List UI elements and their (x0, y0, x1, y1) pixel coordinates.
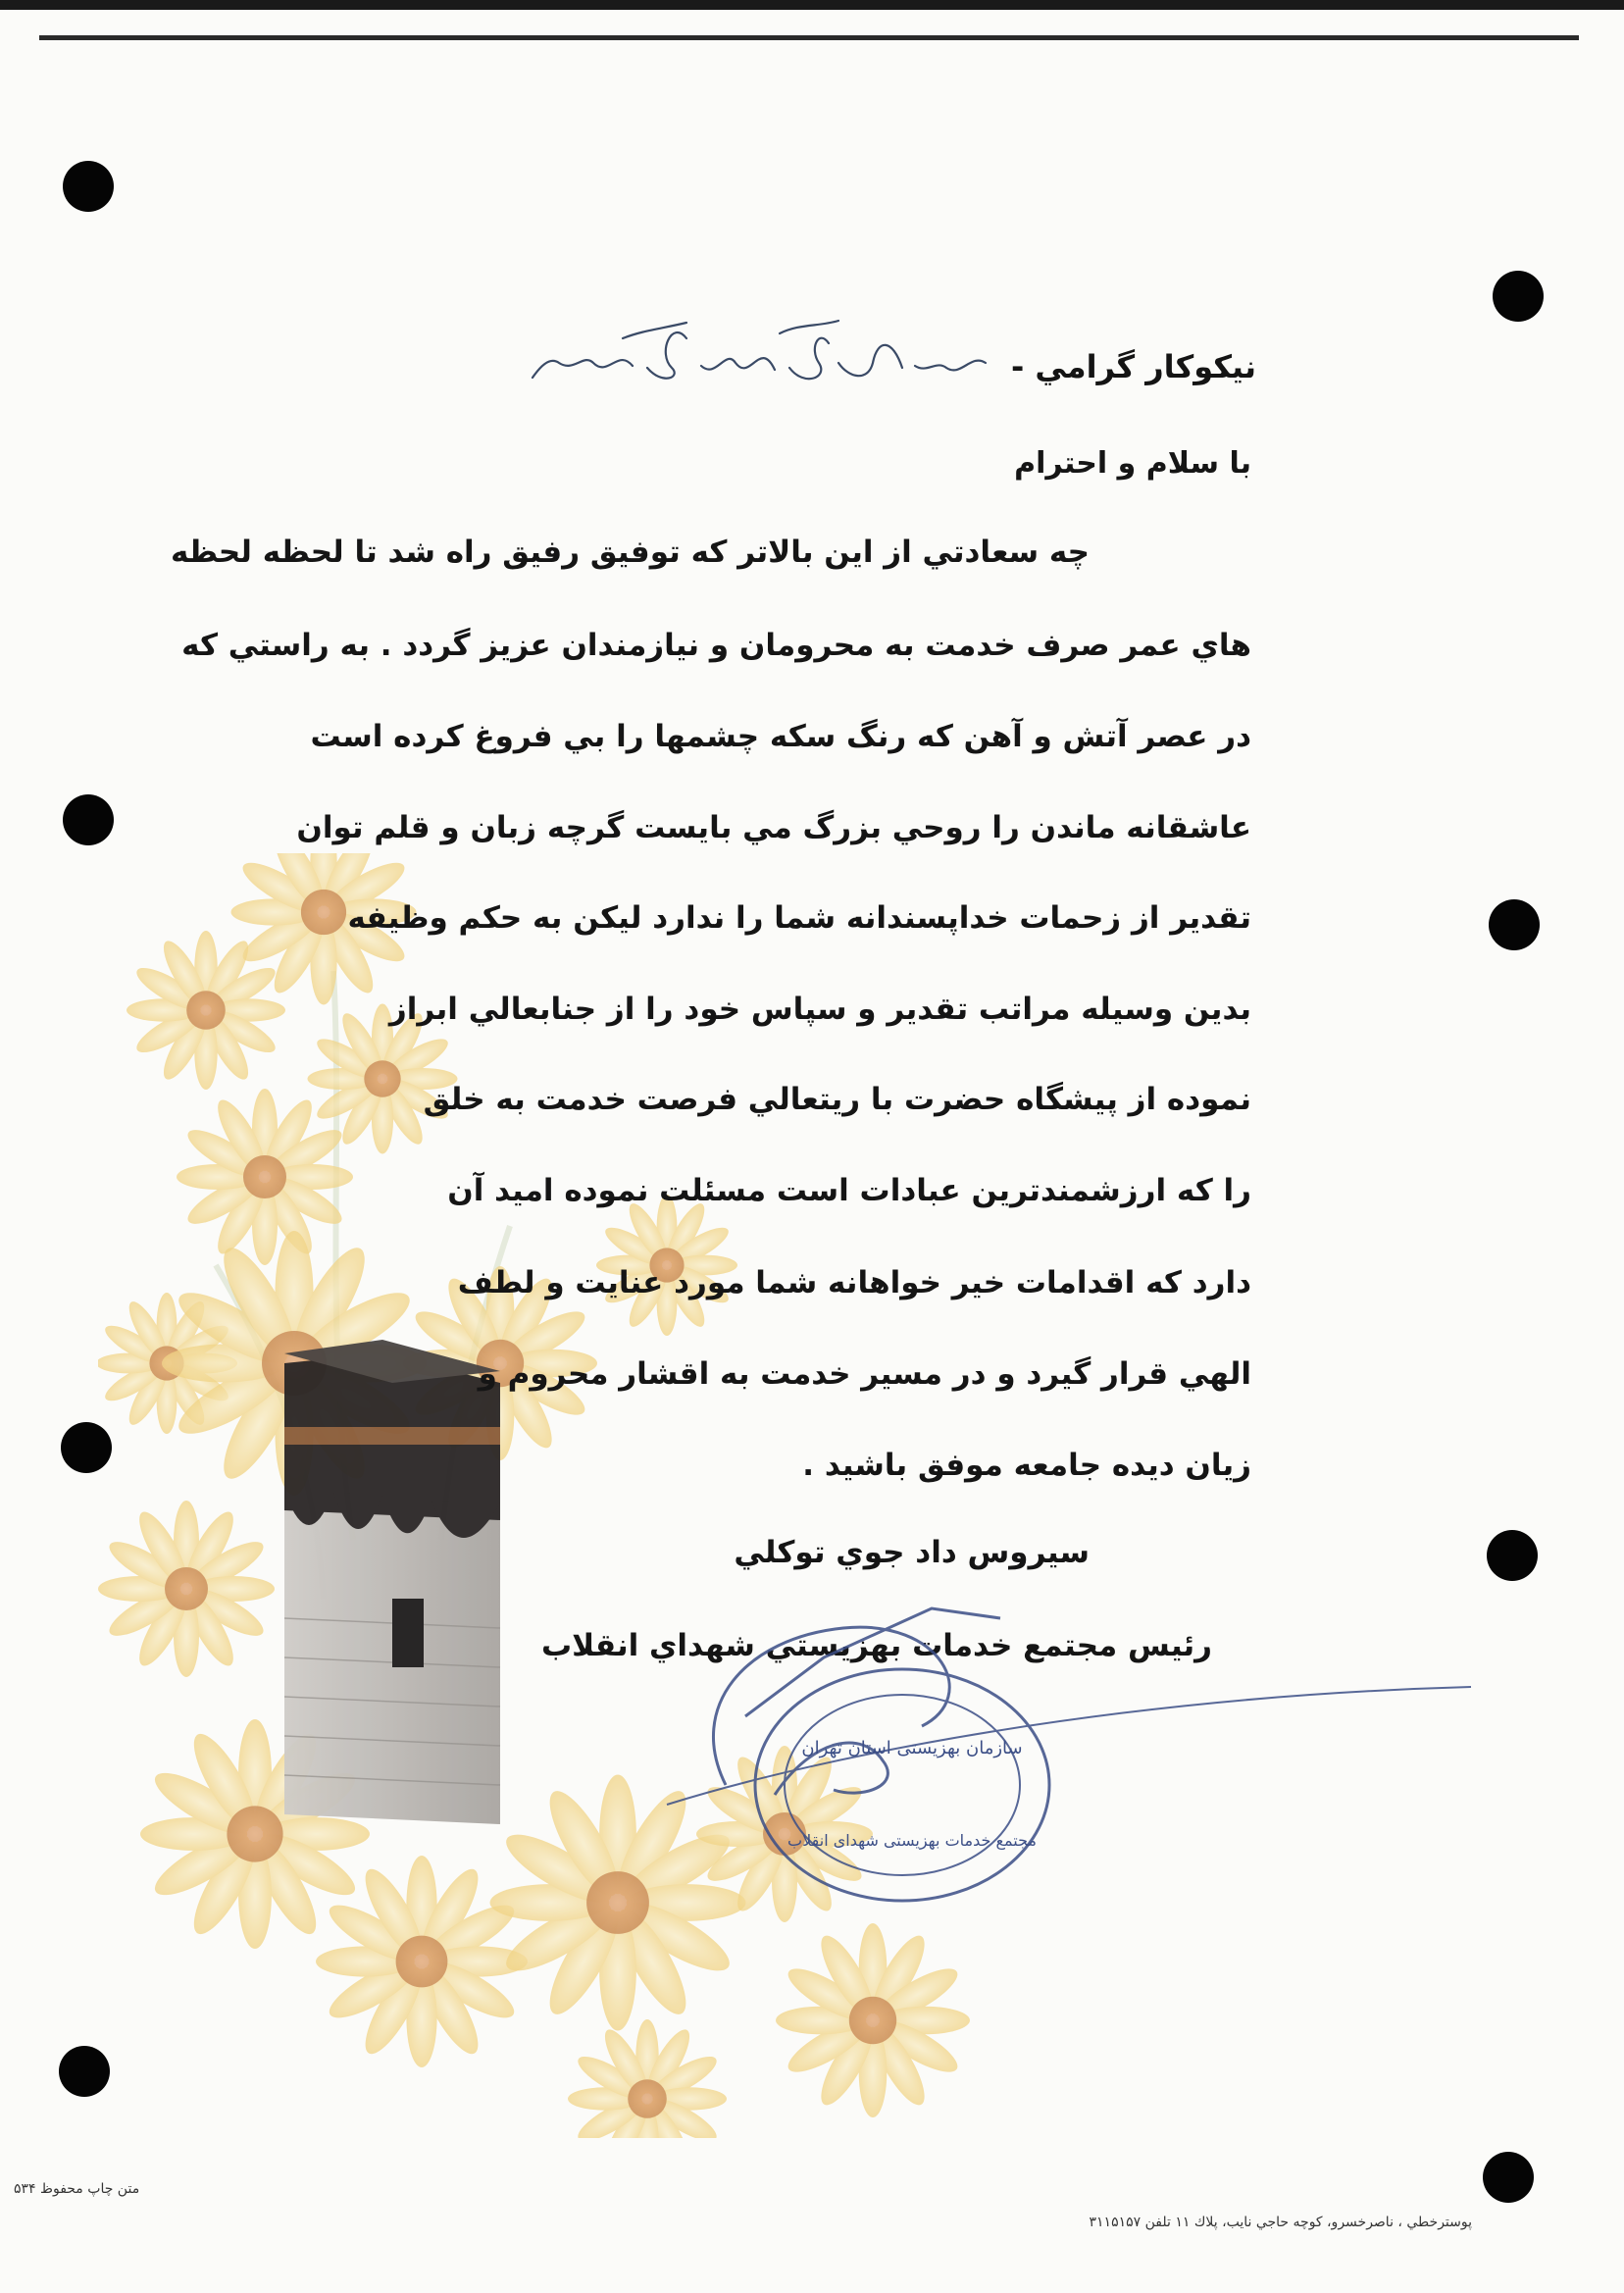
body-line-1: چه سعادتي از اين بالاتر كه توفيق رفيق راه شد تا لحظه لحظه (170, 535, 1090, 570)
body-line-8: را كه ارزشمندترين عبادات است مسئلت نموده اميد آن (447, 1173, 1251, 1208)
stamp-outer-text: مجتمع خدمات بهزیستی شهدای انقلاب (787, 1831, 1037, 1850)
top-rule (39, 35, 1579, 40)
greeting-line (1011, 348, 1256, 385)
scan-top-edge (0, 0, 1624, 10)
handwritten-recipient (525, 309, 995, 407)
footer-address: پوسترخطي ، ناصرخسرو، كوچه حاجي نايب، پلاك ۱۱ تلفن ۳۱۱۵۱۵۷ (1089, 2215, 1472, 2230)
stamp-inner-text: سازمان بهزیستی استان تهران (801, 1738, 1023, 1758)
footer-left-note: متن چاپ محفوظ ۵۳۴ (14, 2181, 140, 2197)
kaaba-flowers-illustration (98, 853, 1079, 2138)
greeting: نيكوكار گرامي - (1010, 348, 1256, 385)
punch-hole (63, 161, 114, 212)
punch-hole (1489, 899, 1540, 950)
signer-title: رئيس مجتمع خدمات بهزيستي شهداي انقلاب (540, 1628, 1212, 1663)
punch-hole (63, 794, 114, 845)
body-line-9: دارد كه اقدامات خير خواهانه شما مورد عنايت و لطف (457, 1265, 1251, 1300)
signer-name: سيروس داد جوي توكلي (734, 1535, 1090, 1570)
punch-hole (1483, 2152, 1534, 2203)
body-line-4: عاشقانه ماندن را روحي بزرگ مي بايست گرچه زبان و قلم توان (296, 810, 1251, 845)
body-line-10: الهي قرار گيرد و در مسير خدمت به اقشار محروم و (478, 1356, 1251, 1392)
body-line-7: نموده از پيشگاه حضرت با ريتعالي فرصت خدمت به خلق (423, 1082, 1251, 1117)
body-line-11: زيان ديده جامعه موفق باشيد . (802, 1448, 1251, 1483)
salutation: با سلام و احترام (1014, 446, 1251, 481)
punch-hole (1487, 1530, 1538, 1581)
punch-hole (1493, 271, 1544, 322)
kaaba-image (284, 1340, 500, 1824)
body-line-2: هاي عمر صرف خدمت به محرومان و نيازمندان عزيز گردد . به راستي كه (181, 628, 1251, 663)
body-line-3: در عصر آتش و آهن كه رنگ سكه چشمها را بي فروغ كرده است (310, 719, 1251, 754)
official-stamp (628, 1589, 1510, 1912)
body-line-5: تقدير از زحمات خداپسندانه شما را ندارد ليكن به حكم وظيفه (347, 900, 1251, 936)
body-line-6: بدين وسيله مراتب تقدير و سپاس خود را از جنابعالي ابراز (388, 992, 1251, 1027)
